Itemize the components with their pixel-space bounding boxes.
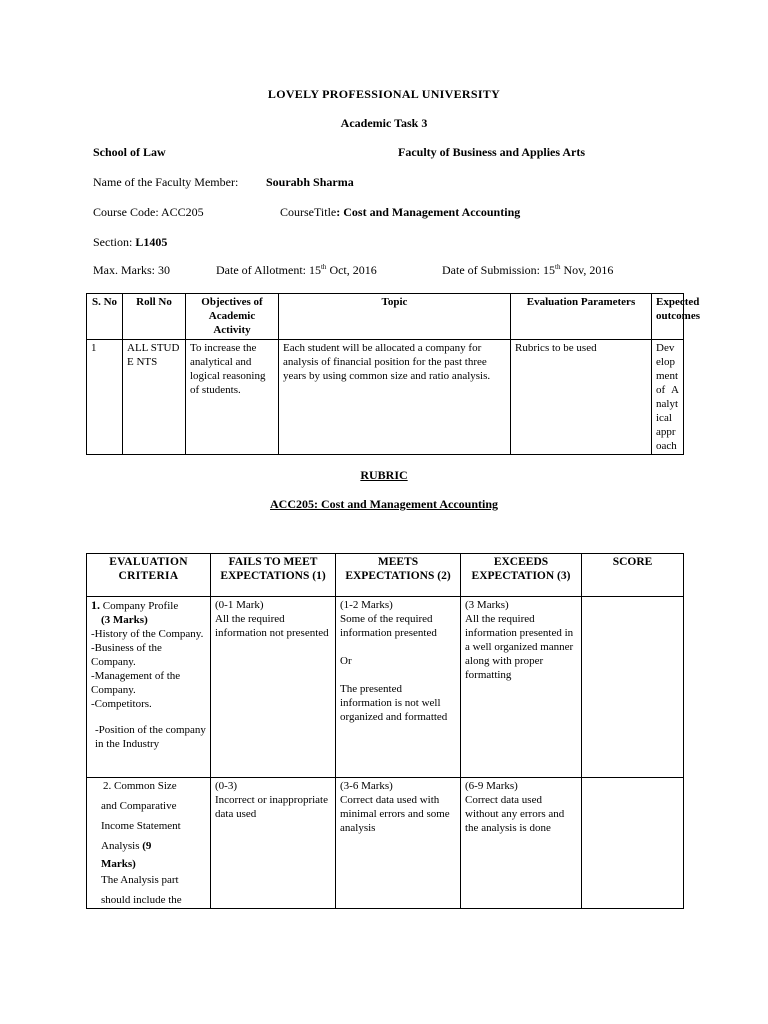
criteria-1-items: -History of the Company. -Business of the Company. -Management of the Company. -Competitors.: [91, 628, 204, 710]
allotment-prefix: Date of Allotment: 15: [216, 263, 321, 277]
criteria-2-marks-a: (9: [142, 840, 152, 852]
criteria-1-extra: -Position of the company in the Industry: [95, 724, 206, 750]
allotment-sup: th: [320, 263, 327, 271]
task-title: Academic Task 3: [340, 116, 428, 130]
submission-suffix: Nov, 2016: [560, 263, 614, 277]
criteria-2-line2: and Comparative: [101, 800, 177, 812]
max-marks: Max. Marks: 30: [93, 263, 170, 277]
criteria-1-marks: (3 Marks): [101, 614, 148, 626]
rubric-fails-2: (0-3) Incorrect or inappropriate data used: [211, 778, 336, 909]
rubric-title: RUBRIC: [360, 468, 408, 482]
faculty-name: Faculty of Business and Applies Arts: [398, 145, 586, 159]
cell-objective: To increase the analytical and logical reasoning of students.: [186, 340, 279, 455]
rubric-meets-2: (3-6 Marks) Correct data used with minimal errors and some analysis: [336, 778, 461, 909]
course-title: [280, 205, 520, 220]
rubric-exceeds-1: (3 Marks) All the required information presented in a well organized manner along with proper formatting: [461, 597, 582, 778]
rubric-criteria-2: [87, 778, 211, 909]
table-row: [87, 597, 684, 778]
table-row: [87, 340, 684, 455]
submission-date: [442, 263, 613, 278]
allotment-suffix: Oct, 2016: [326, 263, 377, 277]
cell-sno: 1: [87, 340, 123, 455]
submission-prefix: Date of Submission: 15: [442, 263, 555, 277]
faculty-member-value: Sourabh Sharma: [266, 175, 354, 189]
criteria-1-name: Company Profile: [100, 600, 179, 612]
rubric-score-2: [582, 778, 684, 909]
rubric-score-1: [582, 597, 684, 778]
criteria-2-marks-b: Marks): [101, 858, 136, 870]
cell-topic: Each student will be allocated a company for analysis of financial position for the past three years by using common size and ratio analysis.: [279, 340, 511, 455]
task-table: [86, 293, 700, 455]
criteria-2-line4: Analysis: [101, 840, 143, 852]
university-title: LOVELY PROFESSIONAL UNIVERSITY: [267, 87, 501, 101]
criteria-2-num: 2.: [103, 780, 112, 792]
criteria-1-num: 1.: [91, 598, 100, 612]
faculty-member-label: Name of the Faculty Member:: [93, 175, 239, 189]
section-label: Section:: [93, 235, 133, 249]
col-header-parameters: Evaluation Parameters: [511, 294, 652, 340]
cell-roll: ALL STUDE NTS: [123, 340, 186, 455]
col-header-outcomes: Expected outcomes: [652, 294, 684, 340]
col-header-topic: Topic: [279, 294, 511, 340]
task-table-header-row: [87, 294, 684, 340]
rubric-header-meets: MEETS EXPECTATIONS (2): [336, 554, 461, 597]
section-value: L1405: [135, 235, 168, 249]
col-header-objectives: Objectives of Academic Activity: [186, 294, 279, 340]
submission-sup: th: [555, 263, 561, 271]
school-name: School of Law: [93, 145, 166, 159]
course-title-label: CourseTitle: [280, 205, 337, 219]
cell-outcomes: Development of Analytical approach: [652, 340, 684, 455]
allotment-date: [216, 263, 377, 278]
col-header-roll: Roll No: [123, 294, 186, 340]
section: [93, 235, 167, 250]
rubric-header-fails: FAILS TO MEET EXPECTATIONS (1): [211, 554, 336, 597]
col-header-sno: S. No: [87, 294, 123, 340]
rubric-header-row: [87, 554, 684, 597]
rubric-criteria-1: [87, 597, 211, 778]
criteria-2-line6: should include the: [101, 894, 182, 906]
rubric-fails-1: (0-1 Mark) All the required information not presented: [211, 597, 336, 778]
rubric-table: [86, 553, 684, 909]
criteria-2-line5: The Analysis part: [101, 874, 179, 886]
course-title-value: : Cost and Management Accounting: [336, 205, 521, 219]
cell-parameters: Rubrics to be used: [511, 340, 652, 455]
rubric-header-criteria: EVALUATION CRITERIA: [87, 554, 211, 597]
rubric-exceeds-2: (6-9 Marks) Correct data used without any errors and the analysis is done: [461, 778, 582, 909]
criteria-2-name: Common Size: [114, 780, 177, 792]
rubric-meets-1: (1-2 Marks) Some of the required information presented Or The presented information is not well organized and formatted: [336, 597, 461, 778]
criteria-2-line3: Income Statement: [101, 820, 181, 832]
table-row: [87, 778, 684, 909]
rubric-header-exceeds: EXCEEDS EXPECTATION (3): [461, 554, 582, 597]
course-code: Course Code: ACC205: [93, 205, 204, 219]
rubric-subtitle: ACC205: Cost and Management Accounting: [270, 497, 498, 511]
rubric-header-score: SCORE: [582, 554, 684, 597]
